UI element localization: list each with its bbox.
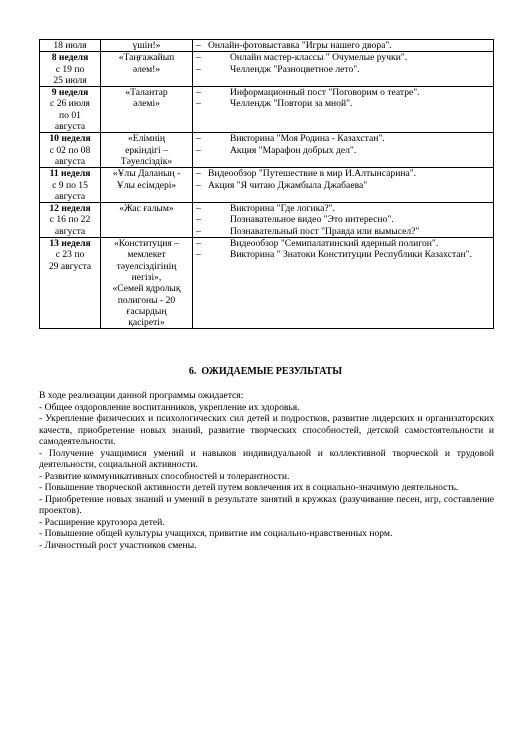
week-cell [40, 203, 101, 238]
event-item [196, 168, 490, 179]
table-row [40, 168, 494, 203]
result-item: - Повышение общей культуры учащихся, привитие им социально-нравственных норм. [39, 528, 393, 539]
result-item: - Расширение кругозора детей. [39, 516, 165, 528]
date-range-line: 18 июля [53, 40, 87, 51]
expected-results [39, 390, 494, 551]
theme-line: Ұлы есімдері» [116, 179, 177, 191]
event-item [196, 52, 490, 63]
week-cell [40, 238, 101, 329]
event-item [196, 87, 490, 98]
date-range-line: 29 августа [48, 260, 92, 272]
theme-line: «Жас ғалым» [119, 203, 174, 215]
theme-line: әлемі» [133, 98, 160, 110]
date-range-line: с 02 по 08 [49, 144, 91, 156]
theme-line: «Конституция – [114, 238, 179, 250]
table-row [40, 238, 494, 329]
event-text: Онлайн-фотовыставка "Игры нашего двора". [208, 40, 392, 51]
result-item: - Укрепление физических и психологических сил детей и подростков, развитие лидерских и организаторских качеств, приобретение новых знаний, развитие творческих способностей, детской самостоятельности и самодеятельности. [39, 413, 494, 447]
theme-cell [101, 168, 193, 203]
theme-line: негізі», [131, 271, 162, 283]
dash-marker: – [196, 225, 201, 237]
dash-marker: – [196, 144, 201, 156]
event-text: Видеообзор "Семипалатинский ядерный полигон". [230, 238, 439, 250]
table-row [40, 87, 494, 133]
event-item [196, 226, 490, 237]
event-item [196, 133, 490, 144]
events-cell [193, 133, 494, 168]
event-item [196, 180, 490, 191]
table-row [40, 203, 494, 238]
event-item [196, 145, 490, 156]
theme-line: мемлекет [127, 249, 166, 261]
event-item [196, 238, 490, 249]
event-item [196, 40, 490, 51]
dash-marker: – [196, 168, 201, 180]
date-range-line: августа [54, 155, 86, 167]
event-text: Онлайн мастер-классы " Очумелые ручки". [230, 52, 408, 64]
event-text: Познавательное видео "Это интересно". [230, 214, 394, 226]
event-text: Информационный пост "Поговорим о театре". [230, 87, 420, 99]
dash-marker: – [196, 214, 201, 226]
date-range-line: августа [54, 225, 86, 237]
section-number: 6. [188, 366, 197, 377]
event-item [196, 249, 490, 260]
week-label: 9 неделя [51, 87, 89, 99]
week-label: 8 неделя [51, 52, 89, 64]
event-text: Челлендж "Разноцветное лето". [230, 63, 360, 75]
events-cell [193, 40, 494, 52]
week-cell [40, 52, 101, 87]
date-range-line: 25 июля [53, 74, 87, 86]
dash-marker: – [196, 40, 201, 51]
dash-marker: – [196, 52, 201, 64]
dash-marker: – [196, 133, 201, 145]
theme-cell [101, 203, 193, 238]
results-intro: В ходе реализации данной программы ожидается: [39, 390, 244, 401]
week-label: 12 неделя [49, 203, 91, 215]
week-label: 10 неделя [49, 133, 91, 145]
program-schedule-table [39, 39, 494, 329]
theme-line: полигоны - 20 [117, 294, 176, 306]
theme-cell [101, 52, 193, 87]
result-item: - Развитие коммуникативных способностей и толерантности. [39, 470, 290, 482]
theme-line: «Ұлы Даланың - [112, 168, 181, 180]
theme-line: еркіндігі – [125, 144, 168, 156]
result-item: - Повышение творческой активности детей путем вовлечения их в социально-значимую деятельность. [39, 482, 459, 493]
result-item: - Приобретение новых знаний и умений в результате занятий в кружках (разучивание песен, игр, составление проектов). [39, 493, 494, 516]
date-range-line: с 16 по 22 [49, 214, 91, 226]
week-cell [40, 133, 101, 168]
dash-marker: – [196, 98, 201, 110]
event-text: Познавательный пост "Правда или вымысел?" [230, 225, 420, 237]
dash-marker: – [196, 238, 201, 250]
dash-marker: – [196, 249, 201, 261]
theme-line: үшін!» [132, 40, 161, 51]
date-range-line: августа [54, 121, 86, 133]
theme-line: «Талантар [125, 87, 168, 99]
events-cell [193, 87, 494, 133]
event-text: Викторина "Моя Родина - Казахстан". [230, 133, 385, 145]
section-heading [0, 366, 531, 377]
date-range-line: с 19 по [55, 63, 85, 75]
date-range-line: по 01 [59, 109, 81, 121]
date-range-line: с 23 по [55, 249, 85, 261]
section-title: ОЖИДАЕМЫЕ РЕЗУЛЬТАТЫ [201, 366, 343, 377]
theme-line: «Семей ядролық [112, 283, 181, 295]
result-item: - Получение учащимися умений и навыков индивидуальной и коллективной творческой и трудовой деятельности, социальной активности. [39, 447, 494, 470]
dash-marker: – [196, 179, 201, 191]
events-cell [193, 168, 494, 203]
result-item: - Личностный рост участников смены. [39, 539, 197, 551]
theme-line: әлем!» [132, 63, 161, 75]
event-item [196, 64, 490, 75]
theme-cell [101, 87, 193, 133]
events-cell [193, 52, 494, 87]
events-cell [193, 238, 494, 329]
event-item [196, 214, 490, 225]
event-item [196, 203, 490, 214]
table-row [40, 52, 494, 87]
event-text: Викторина " Знатоки Конституции Республики Казахстан". [230, 249, 472, 261]
theme-cell [101, 40, 193, 52]
event-text: Видеообзор "Путешествие в мир И.Алтынсарина". [208, 168, 417, 180]
theme-line: «Таңғажайып [118, 52, 175, 64]
event-text: Викторина "Где логика?". [230, 203, 335, 215]
result-item: - Общее оздоровление воспитанников, укрепление их здоровья. [39, 401, 300, 413]
theme-line: Тәуелсіздік» [120, 155, 173, 167]
event-item [196, 98, 490, 109]
event-text: Акция "Я читаю Джамбыла Джабаева" [208, 179, 368, 191]
theme-line: «Елімнің [127, 133, 166, 145]
events-cell [193, 203, 494, 238]
theme-cell [101, 238, 193, 329]
date-range-line: с 26 июля [50, 98, 90, 110]
dash-marker: – [196, 63, 201, 75]
date-range-line: августа [54, 190, 86, 202]
theme-line: тәуелсіздігінің [116, 260, 177, 272]
week-cell [40, 87, 101, 133]
week-cell [40, 168, 101, 203]
week-cell [40, 40, 101, 52]
table-row [40, 133, 494, 168]
theme-line: қасіреті» [128, 317, 165, 329]
theme-line: ғасырдың [126, 305, 167, 317]
week-label: 11 неделя [49, 168, 91, 180]
date-range-line: с 9 по 15 [52, 179, 88, 191]
event-text: Акция "Марафон добрых дел". [230, 144, 357, 156]
event-text: Челлендж "Повтори за мной". [230, 98, 353, 110]
dash-marker: – [196, 203, 201, 215]
dash-marker: – [196, 87, 201, 99]
week-label: 13 неделя [49, 238, 91, 250]
table-row [40, 40, 494, 52]
theme-cell [101, 133, 193, 168]
